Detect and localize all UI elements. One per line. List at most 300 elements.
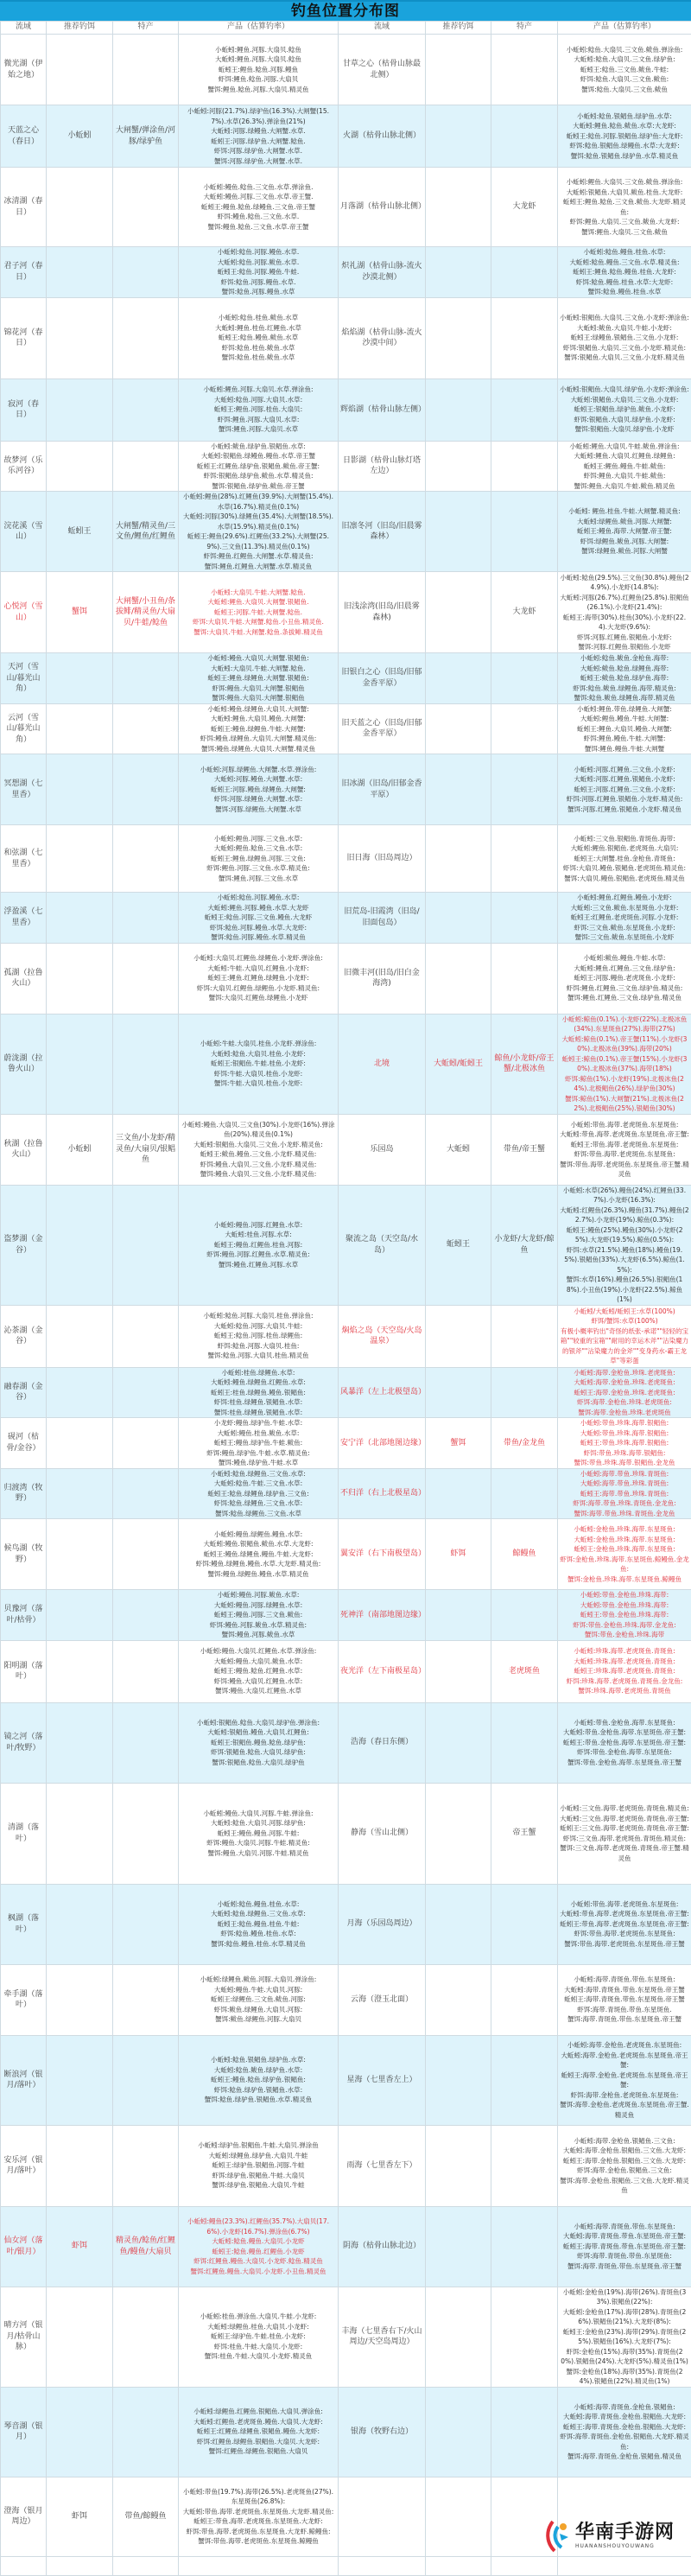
products-cell (179, 2556, 339, 2575)
specialty-cell: 帝王蟹 (491, 1783, 558, 1884)
products-cell (179, 572, 339, 653)
specialty-cell (113, 1884, 179, 1964)
region-cell: 旧浅涂湾(旧岛/旧晨雾森林) (339, 572, 426, 653)
product-line: 虾饵:珍珠.海带.老虎斑鱼.青斑鱼.金龙鱼: (560, 1676, 689, 1687)
specialty-cell: 小龙虾/大龙虾/鲸鱼 (491, 1185, 558, 1305)
product-line: 蚯蚓王:海带.带鱼.珍珠.青斑鱼: (560, 1489, 689, 1499)
region-cell: 蔚泷湖（拉鲁火山） (1, 1014, 47, 1114)
product-line: 虾饵:水草(21.5%).鳗鱼(18%).鳗鱼(19.5%).银鲳鱼(33%).大龙虾(6.5%).鲸鱼(1.5%): (560, 1245, 689, 1275)
product-line: 蟹饵:鲶鱼.鳗鱼.桂鱼.水草 (560, 287, 689, 297)
specialty-cell (113, 1185, 179, 1305)
product-line: 蚯蚓王:鲤鱼.河豚.桂鱼.大扇贝: (181, 404, 336, 415)
products-cell (558, 1590, 691, 1641)
products-cell (558, 1702, 691, 1783)
region-cell: 旧冰湖（旧岛/旧郁金香平原） (339, 754, 426, 825)
bait-cell (426, 703, 491, 754)
product-line: 小蚯蚓:鲅鱼.鳗鱼.牛蛙.水草: (560, 953, 689, 964)
products-cell (179, 1964, 339, 2035)
product-line: 虾饵:大扇贝.牛蛙.大闸蟹.鲶鱼.小丑鱼.精灵鱼. (181, 617, 336, 627)
region-cell: 聚流之岛（天空岛/水岛） (339, 1185, 426, 1305)
table-row (1, 1014, 691, 1114)
specialty-cell (491, 35, 558, 105)
bait-cell: 虾饵 (47, 2206, 113, 2287)
bait-cell (47, 943, 113, 1014)
bait-cell (426, 572, 491, 653)
products-cell (179, 1185, 339, 1305)
product-line: 蟹饵:鳗鱼.大扇贝.大闸蟹.银鲳鱼 (181, 693, 336, 703)
bait-cell (426, 754, 491, 825)
product-line: 蚯蚓王:鲤鱼.鳗鱼.牛蛙.鲅鱼: (560, 461, 689, 472)
product-line: 小蚯蚓:鳗鱼.鲶鱼.三文鱼.水草.弹涂鱼. (181, 182, 336, 193)
product-line: 小蚯蚓:鲤鱼.大扇贝.三文鱼.鲅鱼.弹涂鱼: (560, 177, 689, 188)
specialty-cell (113, 943, 179, 1014)
col-header: 产品（估算钓率） (558, 22, 691, 35)
region-cell: 星海（七里香左上） (339, 2035, 426, 2125)
product-line: 蚯蚓王:大闸蟹.桂鱼.金枪鱼.青斑鱼: (560, 854, 689, 864)
region-cell: 冰清湖（春日） (1, 168, 47, 247)
product-line: 小蚯蚓: 鲤鱼.桂鱼.牛蛙.大闸蟹.精灵鱼: (560, 506, 689, 517)
products-cell (179, 2387, 339, 2477)
product-line: 蚯蚓王:鲶鱼.河豚.鳗鱼.牛蛙. (181, 267, 336, 277)
region-cell: 寂河（春日） (1, 378, 47, 441)
col-header: 推荐钓饵 (426, 22, 491, 35)
product-line: 蟹饵:鲶鱼.河豚.鳗鱼.水草.精灵鱼 (181, 932, 336, 943)
product-line: 小蚯蚓:鲤鱼.红鲤鱼.鳗鱼.小龙虾: (560, 893, 689, 903)
bait-cell: 蟹饵 (47, 572, 113, 653)
product-line: 虾饵:银鲳鱼.大扇贝.三文鱼.小龙虾.精灵鱼: (560, 343, 689, 353)
product-line: 大蚯蚓:鲅鱼.大扇贝.牛蛙.小龙虾: (560, 323, 689, 334)
product-line: 蚯蚓王:鲤鱼.绿鲤鱼.河豚.三文鱼: (181, 854, 336, 864)
product-line: 虾饵:鳗鱼.绿鲤鱼.大扇贝.大闸蟹.精灵鱼: (181, 734, 336, 744)
specialty-cell (491, 893, 558, 944)
region-cell: 焖焰之岛（天空岛/火岛温泉） (339, 1305, 426, 1367)
product-line: 蚯蚓王:金枪鱼(23%).海带(29%).青斑鱼(25%).银鲳鱼(16%).大龙虾(7%): (560, 2327, 689, 2347)
product-line: 蚯蚓王:鲶鱼.鳗鱼.鲅鱼.水草 (181, 333, 336, 343)
product-line: 小蚯蚓:鲶鱼.绿鲤鱼.三文鱼.水草: (181, 1469, 336, 1479)
region-cell: 银海（牧野右边） (339, 2387, 426, 2477)
table-row (1, 1418, 691, 1469)
product-line: 小蚯蚓:银鲳鱼.大扇贝.三文鱼.小龙虾:弹涂鱼: (560, 313, 689, 323)
specialty-cell (113, 1519, 179, 1590)
product-line: 蟹饵:鲶鱼.银鲳鱼.绿驴鱼.水草.精灵鱼 (560, 151, 689, 162)
region-cell: 断浪河（银月/落叶） (1, 2035, 47, 2125)
product-line: 小蚯蚓:三文鱼.海带.老虎斑鱼.青斑鱼.精灵鱼: (560, 1803, 689, 1814)
specialty-cell: 大龙虾 (491, 572, 558, 653)
specialty-cell (491, 1468, 558, 1519)
product-line: 虾饵:鲶鱼.绿鲤鱼.三文鱼.水草: (181, 1498, 336, 1509)
bait-cell (47, 378, 113, 441)
product-line: 小蚯蚓:鲶鱼.鲅鱼.金枪鱼.海带: (560, 653, 689, 664)
product-line: 大蚯蚓:鲤鱼.鳗鱼.牛蛙.大闸蟹: (560, 714, 689, 724)
specialty-cell (491, 1590, 558, 1641)
bait-cell (47, 2556, 113, 2575)
products-cell (558, 703, 691, 754)
product-line: 蟹饵:银鲳鱼.大扇贝.绿驴鱼.小龙虾 (560, 424, 689, 435)
table-row (1, 2035, 691, 2125)
product-line: 小蚯蚓:带鱼.金枪鱼.海带.东星斑鱼: (560, 1718, 689, 1728)
products-cell (558, 2387, 691, 2477)
product-line: 大蚯蚓:鲶鱼.大扇贝.桂鱼.小龙虾: (181, 1049, 336, 1059)
watermark-subtext: HUANANSHOUYOUWANG (575, 2543, 675, 2549)
products-cell (558, 572, 691, 653)
product-line: 小蚯蚓:海带.金枪鱼.珍珠.老虎斑鱼: (560, 1368, 689, 1378)
product-line: 蚯蚓王:鲅鱼.鳗鱼.三文鱼.小龙虾.精灵鱼: (181, 1149, 336, 1160)
product-line: 大蚯蚓:鳗鱼.桂鱼.鲅鱼.水草: (181, 1428, 336, 1439)
table-row (1, 441, 691, 492)
products-cell (558, 1783, 691, 1884)
product-line: 蚯蚓王:鳗鱼.鳗鱼.河豚.牛蛙: (181, 1829, 336, 1839)
region-cell: 故梦河（乐乐河谷） (1, 441, 47, 492)
product-line: 蚯蚓王:银鲳鱼.绿驴鱼.鲅鱼.小龙虾: (560, 404, 689, 415)
product-line: 蟹饵:鲶鱼.河豚.鳗鱼.水草 (181, 287, 336, 297)
specialty-cell (113, 703, 179, 754)
product-line: 大蚯蚓:鳗鱼.银鲳鱼.鲅鱼.水草.大龙虾: (181, 1539, 336, 1549)
products-cell (558, 1367, 691, 1418)
product-line: 虾饵:红鲤鱼.鳗鱼.大扇贝.小龙虾.鲶鱼.精灵鱼 (181, 2256, 336, 2267)
region-cell: 云海（澄玉北面） (339, 1964, 426, 2035)
product-line: 蚯蚓王:红鲤鱼.绿驴鱼.银鲳鱼.鲅鱼.帝王蟹: (181, 461, 336, 472)
region-cell: 清湖（落叶） (1, 1783, 47, 1884)
product-line: 虾饵:银鲳鱼.鲶鱼.大扇贝.绿驴鱼: (181, 1747, 336, 1758)
product-line: 小蚯蚓:鲶鱼.鳗鱼.桂鱼.水草: (181, 1899, 336, 1910)
specialty-cell (113, 1590, 179, 1641)
product-line: 蟹饵:鲶鱼.鲅鱼.绿鲤鱼.海带.精灵鱼 (560, 693, 689, 703)
region-cell: 月落湖（枯骨山脉北侧） (339, 168, 426, 247)
bait-cell (47, 893, 113, 944)
products-cell (558, 441, 691, 492)
product-line: 蟹饵:海带.金枪鱼.老虎斑鱼.东星斑鱼.帝王蟹.精灵鱼 (560, 2100, 689, 2120)
table-row (1, 1783, 691, 1884)
bait-cell: 大蚯蚓/蚯蚓王 (426, 1014, 491, 1114)
specialty-cell (491, 1884, 558, 1964)
page-title: 钓鱼位置分布图 (0, 0, 691, 21)
products-cell (179, 1640, 339, 1702)
table-row (1, 703, 691, 754)
region-cell: 安宁洋（北部地图边缘） (339, 1418, 426, 1469)
products-cell (179, 441, 339, 492)
region-cell: 浮盈溪（七里香） (1, 893, 47, 944)
product-line: 蟹饵:海带.金枪鱼.银鲳鱼.三文鱼.大龙虾.精灵鱼 (560, 2176, 689, 2196)
specialty-cell: 大闸蟹/弹涂鱼/河豚/绿驴鱼 (113, 105, 179, 168)
product-line: 大蚯蚓:鲶鱼.鳗鱼.三文鱼.水草.精灵鱼: (560, 258, 689, 268)
bait-cell: 虾饵 (47, 2477, 113, 2556)
product-line: 大蚯蚓:鲤鱼.大扇贝.鳗鱼.大闸蟹: (181, 714, 336, 724)
product-line: 虾饵:桂鱼.绿鲤鱼.银鲳鱼.水草: (181, 1397, 336, 1408)
table-row (1, 825, 691, 893)
table-row (1, 1468, 691, 1519)
bait-cell (47, 825, 113, 893)
specialty-cell (491, 1702, 558, 1783)
products-cell (179, 1114, 339, 1185)
products-cell (179, 2125, 339, 2206)
product-line: 大蚯蚓:鲅鱼.鲶鱼.绿鲤鱼.海带: (560, 664, 689, 674)
product-line: 虾饵:带鱼.海带.老虎斑鱼.东星斑鱼.大龙虾.鲸鳗鱼: (181, 2527, 336, 2537)
product-line: 大蚯蚓:鲤鱼.银鲳鱼.老虎斑鱼.大扇贝: (560, 843, 689, 854)
product-line: 大蚯蚓:鲶鱼.河豚.大扇贝.牛蛙: (181, 1321, 336, 1332)
specialty-cell (113, 35, 179, 105)
products-cell (179, 1367, 339, 1418)
product-line: 小蚯蚓:绿驴鱼.银鲳鱼.牛蛙.大扇贝.弹涂鱼 (181, 2140, 336, 2151)
product-line: 大蚯蚓:鲤鱼.红鲤鱼.三文鱼.绿驴鱼: (560, 964, 689, 974)
products-cell (558, 35, 691, 105)
product-line: 蚯蚓王:鳗鱼.绿驴鱼.牛蛙.鲅鱼: (181, 1438, 336, 1448)
product-line: 蟹饵:鳗鱼.大扇贝.三文鱼.小龙虾.精灵鱼: (181, 1169, 336, 1180)
bait-cell (426, 653, 491, 704)
product-line: 蟹饵:鲶鱼.绿鲤鱼.三文鱼.水草 (181, 1509, 336, 1519)
region-cell: 旧日海（旧岛周边） (339, 825, 426, 893)
product-line: 蚯蚓王:鳗鱼.绿鲤鱼.鳗鱼.牛蛙.大龙虾: (181, 1549, 336, 1560)
product-line: 大蚯蚓:鳗鱼.牛蛙.大扇贝.河豚: (181, 1985, 336, 1995)
product-line: 大蚯蚓:鲤鱼.大扇贝.大闸蟹.银鲳鱼. (181, 597, 336, 607)
product-line: 蚯蚓王:河豚.绿驴鱼.大闸蟹.鲶鱼. (181, 137, 336, 147)
products-cell (179, 168, 339, 247)
bait-cell: 小蚯蚓 (47, 1114, 113, 1185)
product-line: 蟹饵:鲤鱼.鳗鱼.牛蛙.大闸蟹 (560, 744, 689, 754)
bait-cell (426, 2035, 491, 2125)
products-cell (179, 703, 339, 754)
products-cell (179, 1519, 339, 1590)
table-row (1, 105, 691, 168)
product-line: 蟹饵:鲶鱼.鳗鱼.桂鱼.水草.精灵鱼 (181, 1939, 336, 1949)
bait-cell (47, 653, 113, 704)
product-line: 蚯蚓王:鲤鱼.鲶鱼.三文鱼.鲅鱼.大龙虾.精灵鱼: (560, 197, 689, 217)
product-line: 蚯蚓王:带鱼.珍珠.海带.银鲳鱼: (560, 1438, 689, 1448)
product-line: 虾饵:鲤鱼.红鲤鱼.大闸蟹.水草.精灵鱼: (181, 551, 336, 562)
product-line: 蟹饵:鳗鱼.大扇贝.河豚.牛蛙.精灵鱼 (181, 1848, 336, 1859)
product-line: 蟹饵:鳗鱼.大扇贝.红鲤鱼.水草 (181, 1686, 336, 1696)
bait-cell (426, 1590, 491, 1641)
product-line: 蚯蚓王:绿鲤鱼.三文鱼.鲅鱼.河豚: (181, 1994, 336, 2005)
fishing-table (0, 21, 691, 2576)
region-cell: 贝豫河（落叶/枯骨） (1, 1590, 47, 1641)
product-line: 蚯蚓王:鲶鱼.鳗鱼.桂鱼.牛蛙: (181, 1919, 336, 1930)
bait-cell (426, 825, 491, 893)
bait-cell (47, 2287, 113, 2387)
product-line: 蟹饵:金枪鱼.珍珠.海带.东星斑鱼.鲸鳗鱼 (560, 1574, 689, 1585)
product-line: 虾饵:带鱼.海带.老虎斑鱼.东星斑鱼: (560, 1149, 689, 1160)
table-row (1, 1185, 691, 1305)
product-line: 大蚯蚓:银鲳鱼.大扇贝.三文鱼.小龙虾.精灵鱼: (181, 1140, 336, 1150)
product-line: 小蚯蚓:鲸鱼(0.1%).小龙虾(22%).北极冰鱼(34%).东星斑鱼(27%).海带(27%) (560, 1014, 689, 1034)
product-line: 蚯蚓王:海带.金枪鱼.老虎斑鱼.东星斑鱼.帝王蟹: (560, 2070, 689, 2090)
product-line: 小蚯蚓:河豚.红鲤鱼.三文鱼.小龙虾: (560, 765, 689, 775)
product-line: 蟹饵:三文鱼.鲅鱼.东星斑鱼.小龙虾 (560, 932, 689, 943)
product-line: 蟹饵:鳗鱼.红鲤鱼.河豚.水草 (181, 1260, 336, 1270)
table-row (1, 1114, 691, 1185)
specialty-cell (113, 2035, 179, 2125)
region-cell: 焰焰湖（枯骨山脉-流火沙漠中间） (339, 297, 426, 378)
product-line: 虾饵:鲶鱼.河豚.鳗鱼.水草. (181, 277, 336, 288)
product-line: 蚯蚓王:带鱼.金枪鱼.海带.东星斑鱼.帝王蟹: (560, 1738, 689, 1748)
product-line: 虾饵:带鱼.海带.老虎斑鱼.东星斑鱼: (560, 1929, 689, 1939)
bait-cell (426, 2287, 491, 2387)
product-line: 蚯蚓王:带鱼.海带.老虎斑鱼.东星斑鱼.大龙虾: (181, 2516, 336, 2527)
bait-cell (47, 1783, 113, 1884)
product-line: 小蚯蚓:鲤鱼.河豚.大扇贝.鲶鱼 (181, 45, 336, 55)
specialty-cell: 老虎斑鱼 (491, 1640, 558, 1702)
region-cell: 心悦河（雪山） (1, 572, 47, 653)
bait-cell (426, 1640, 491, 1702)
table-row (1, 893, 691, 944)
product-line: 虾饵:鲤鱼.红鲤鱼.三文鱼.绿驴鱼.精灵鱼: (560, 983, 689, 994)
product-line: 蟹饵:大扇贝.牛蛙.大闸蟹.鲶鱼.条拔鲱.精灵鱼 (181, 627, 336, 638)
product-line: 蟹饵:大扇贝.鳗鱼.银鲳鱼.老虎斑鱼.精灵鱼 (560, 874, 689, 884)
specialty-cell (113, 247, 179, 298)
product-line: 蚯蚓王:海带.青斑鱼.金枪鱼.银鲳鱼.大龙虾: (560, 2422, 689, 2433)
product-line: 大蚯蚓:银鲳鱼.大扇贝.三文鱼.小龙虾: (560, 395, 689, 405)
bait-cell (426, 297, 491, 378)
table-body (1, 35, 691, 2576)
product-line: 大蚯蚓:带鱼.金枪鱼.珍珠.海带: (560, 1600, 689, 1611)
product-line: 小蚯蚓:鲤鱼.河豚.三文鱼.水草: (181, 834, 336, 844)
product-line: 蟹饵:鳗鱼.绿鲤鱼.大扇贝.大闸蟹.精灵鱼 (181, 744, 336, 754)
product-line: 蚯蚓王:河豚.鳗鱼.老虎斑鱼.小龙虾: (560, 973, 689, 983)
bait-cell (47, 1964, 113, 2035)
product-line: 小蚯蚓:鲶鱼.桂鱼.鲅鱼.水草 (181, 313, 336, 323)
region-cell: 琴音湖（银月） (1, 2387, 47, 2477)
bait-cell (47, 2035, 113, 2125)
col-header: 流域 (1, 22, 47, 35)
product-line: 大蚯蚓:鳗鱼.大扇贝.鲅鱼.水草: (181, 1657, 336, 1667)
bait-cell (47, 1884, 113, 1964)
col-header: 推荐钓饵 (47, 22, 113, 35)
product-line: 大蚯蚓:鲤鱼.河豚.大扇贝.鲶鱼 (181, 54, 336, 65)
specialty-cell (113, 1640, 179, 1702)
product-line: 蟹饵:鲤鱼.大扇贝.牛蛙.鲅鱼.精灵鱼 (560, 481, 689, 492)
specialty-cell: 带鱼/帝王蟹 (491, 1114, 558, 1185)
products-cell (179, 1418, 339, 1469)
product-line: 虾饵:河豚.绿驴鱼.大闸蟹.水草. (181, 146, 336, 156)
product-line: 大蚯蚓:海带.青斑鱼.带鱼.东星斑鱼.帝王蟹 (560, 1985, 689, 1995)
product-line: 虾饵:鲤鱼.河豚.三文鱼.水草.精灵鱼: (181, 863, 336, 874)
product-line: 虾饵:金枪鱼(15%).海带(35%).青斑鱼(20%).银鲳鱼(24%).大龙虾(5%).精灵鱼(1%) (560, 2347, 689, 2367)
product-line: 蟹饵:海带.青斑鱼.带鱼.东星斑鱼.帝王蟹 (560, 2261, 689, 2272)
product-line: 小蚯蚓:鳗鱼.大扇贝.红鲤鱼.水草.弹涂鱼: (181, 1646, 336, 1657)
bait-cell (47, 1418, 113, 1469)
bait-cell (426, 2387, 491, 2477)
product-line: 蚯蚓王:河豚.鳗鱼.绿鲤鱼.大闸蟹: (181, 785, 336, 795)
product-line: 小蚯蚓:鳗鱼.大扇贝.三文鱼(30%).小龙虾(16%).弹涂鱼(20%).精灵鱼(0.1%) (181, 1120, 336, 1140)
products-cell (179, 2477, 339, 2556)
region-cell: 旧凛冬河（旧岛/旧晨雾森林） (339, 492, 426, 572)
product-line: 蚯蚓王:鳗鱼.红鲤鱼.桂鱼.河豚: (181, 1240, 336, 1250)
product-line: 小蚯蚓:带鱼.海带.老虎斑鱼.东星斑鱼: (560, 1899, 689, 1910)
product-line: 蟹饵:鲤鱼.红鲤鱼.三文鱼.绿驴鱼.精灵鱼 (560, 993, 689, 1003)
product-line: 大蚯蚓:银鲳鱼.绿鳗鱼.鳗鱼.水草.帝王蟹 (181, 451, 336, 461)
specialty-cell (491, 703, 558, 754)
bait-cell: 小蚯蚓 (47, 105, 113, 168)
region-cell: 乐园岛 (339, 1114, 426, 1185)
product-line: 大蚯蚓:河豚.红鲤鱼.银鲳鱼.小龙虾: (560, 774, 689, 785)
specialty-cell: 鲸鳗鱼 (491, 1519, 558, 1590)
product-line: 小龙虾:鳗鱼.绿驴鱼.牛蛙.水草: (181, 1418, 336, 1428)
specialty-cell (491, 2206, 558, 2287)
product-line: 大蚯蚓:河豚.鳗鱼.大闸蟹.水草: (181, 774, 336, 785)
product-line: 蚯蚓王:鳗鱼.绿鲤鱼.牛蛙.大闸蟹: (181, 724, 336, 735)
region-cell: 月海（乐园岛周边） (339, 1884, 426, 1964)
bait-cell (47, 1185, 113, 1305)
product-line: 小蚯蚓:水草(26%).鳗鱼(24%).红鲤鱼(33.7%).小龙虾(16.3%): (560, 1186, 689, 1205)
region-cell: 甘草之心（枯骨山脉最北侧） (339, 35, 426, 105)
bait-cell (426, 378, 491, 441)
bait-cell (47, 2125, 113, 2206)
table-row (1, 378, 691, 441)
product-line: 蚯蚓王:绿驴鱼.银鲳鱼.河豚.牛蛙 (181, 2160, 336, 2171)
product-line: 蟹饵:绿驴鱼.银鲳鱼.大扇贝.牛蛙 (181, 2180, 336, 2191)
specialty-cell: 大闸蟹/小丑鱼/条拔鲱/精灵鱼/大扇贝/牛蛙/鲶鱼 (113, 572, 179, 653)
table-row (1, 943, 691, 1014)
specialty-cell (491, 2287, 558, 2387)
product-line: 蚯蚓王:鲶鱼.河豚.桂鱼.绿鲤鱼: (181, 1331, 336, 1341)
specialty-cell (491, 943, 558, 1014)
product-line: 大蚯蚓:绿鲤鱼.绿驴鱼.大扇贝.牛蛙 (181, 2151, 336, 2161)
watermark (546, 2516, 684, 2554)
product-line: 大蚯蚓:鲶鱼.河豚.鲅鱼.水草. (181, 258, 336, 268)
region-cell: 和弦湖（七里香） (1, 825, 47, 893)
region-cell: 翼安洋（右下南极望岛） (339, 1519, 426, 1590)
bait-cell (47, 1367, 113, 1418)
product-line: 蟹饵:带鱼.金枪鱼.珍珠.海带 (560, 1630, 689, 1640)
region-cell: 风暴洋（左上北极望岛） (339, 1367, 426, 1418)
product-line: 蟹饵:鲤鱼.鲶鱼.河豚.大扇贝.精灵鱼 (181, 85, 336, 95)
bait-cell (47, 35, 113, 105)
products-cell (558, 2125, 691, 2206)
product-line: 大蚯蚓:鲤鱼.桂鱼.红鲤鱼.水草 (181, 323, 336, 334)
table-row (1, 2556, 691, 2575)
product-line: 小蚯蚓:桂鱼.弹涂鱼.大扇贝.牛蛙.小龙虾: (181, 2312, 336, 2322)
table-row (1, 1640, 691, 1702)
product-line: 大蚯蚓:海带.金枪鱼.老虎斑鱼.东星斑鱼.帝王蟹: (560, 2051, 689, 2070)
product-line: 蚯蚓王:鲶鱼.绿鲤鱼.绿驴鱼.三文鱼: (181, 1489, 336, 1499)
bait-cell (426, 1702, 491, 1783)
product-line: 小蚯蚓:带鱼.珍珠.海带.银鲳鱼: (560, 1418, 689, 1428)
product-line: 蟹饵:银鲳鱼.大扇贝.三文鱼.小龙虾.精灵鱼 (560, 353, 689, 363)
product-line: 虾饵:海带.青斑鱼.金枪鱼.银鲳鱼.大龙虾.精灵鱼: (560, 2432, 689, 2452)
products-cell (179, 492, 339, 572)
product-line: 蚯蚓王:河豚.牛蛙.大闸蟹.鲶鱼. (181, 607, 336, 618)
product-line: 虾饵:银鲳鱼.大扇贝.绿驴鱼.小龙虾: (560, 415, 689, 425)
product-line: 蚯蚓王:带鱼.金枪鱼.珍珠.海带: (560, 1610, 689, 1620)
product-line: 虾饵:海带.带鱼.珍珠.青斑鱼.金龙鱼: (560, 1498, 689, 1509)
specialty-cell (113, 2556, 179, 2575)
product-line: 小蚯蚓:海带.带鱼.珍珠.青斑鱼: (560, 1469, 689, 1479)
bait-cell (47, 168, 113, 247)
product-line: 虾饵:鳗鱼.绿鲤鱼.鳗鱼.水草.大龙虾.精灵鱼: (181, 1559, 336, 1569)
product-line: 蚯蚓王:鲤鱼.红鲤鱼.绿鲤鱼.小龙虾: (181, 973, 336, 983)
region-cell: 不归洋（右上北极星岛） (339, 1468, 426, 1519)
product-line: 小蚯蚓:鳗鱼.绿鲤鱼.鳗鱼.水草: (181, 1530, 336, 1540)
bait-cell (47, 1014, 113, 1114)
products-cell (179, 1590, 339, 1641)
specialty-cell (113, 1702, 179, 1783)
bait-cell (426, 943, 491, 1014)
product-line: 蟹饵:三文鱼.海带.老虎斑鱼.青斑鱼.帝王蟹.精灵鱼 (560, 1843, 689, 1863)
product-line: 小蚯蚓:牛蛙.大扇贝.桂鱼.小龙虾.弹涂鱼: (181, 1039, 336, 1049)
bait-cell (47, 1640, 113, 1702)
product-line: 虾饵:鳗鱼.河豚.鲅鱼.水草.精灵鱼: (181, 1620, 336, 1631)
table-row (1, 1964, 691, 2035)
product-line: 蚯蚓王:鲤鱼(29.6%).红鲤鱼(33.2%).大闸蟹(25.9%).三文鱼(11.3%).精灵鱼(0.1%) (181, 531, 336, 551)
product-line: 蟹饵:鳗鱼.绿鲤鱼.鳗鱼.水草.精灵鱼 (181, 1569, 336, 1580)
products-cell (558, 653, 691, 704)
product-line: 虾饵:鲤鱼.大扇贝.牛蛙.鲅鱼: (560, 471, 689, 481)
product-line: 虾饵:海带.金枪鱼.银鲳鱼.三文鱼: (560, 2166, 689, 2176)
product-line: 小蚯蚓:带鱼(19.7%).海带(26.5%).老虎斑鱼(27%).东星斑鱼(26.8%): (181, 2487, 336, 2507)
table-row (1, 2387, 691, 2477)
product-line: 小蚯蚓:鳗鱼.大扇贝.河豚.牛蛙.弹涂鱼: (181, 1809, 336, 1819)
product-line: 大蚯蚓:鳗鱼.河豚.三文鱼.水草.帝王蟹. (181, 192, 336, 202)
region-cell (1, 2556, 47, 2575)
